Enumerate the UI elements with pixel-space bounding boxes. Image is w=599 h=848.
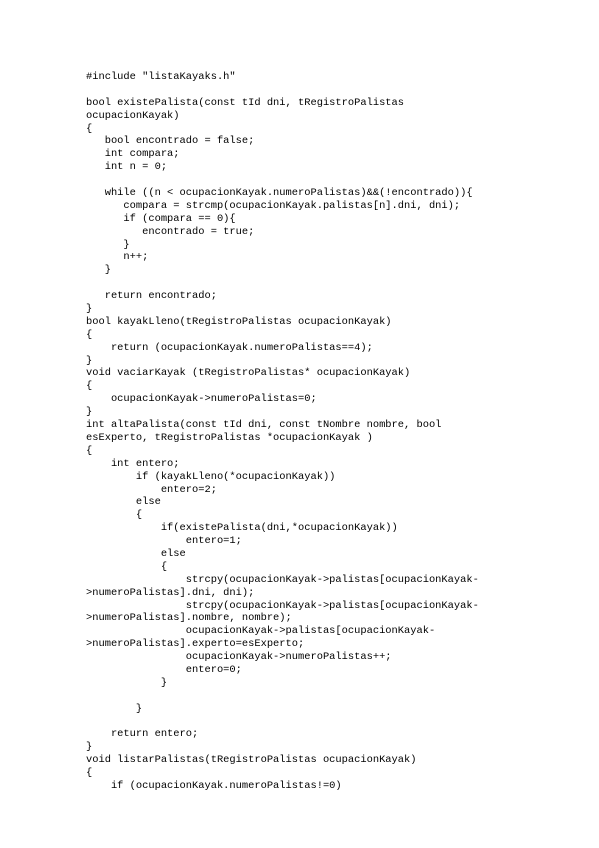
code-line: { xyxy=(86,767,93,780)
code-line: } xyxy=(86,354,93,367)
code-line: void listarPalistas(tRegistroPalistas ocupacionKayak) xyxy=(86,754,417,767)
code-line: ocupacionKayak->palistas[ocupacionKayak- xyxy=(86,625,436,638)
code-line: { xyxy=(86,444,93,457)
code-line: entero=1; xyxy=(86,535,242,548)
code-line: bool kayakLleno(tRegistroPalistas ocupacionKayak) xyxy=(86,315,392,328)
code-line: esExperto, tRegistroPalistas *ocupacionKayak ) xyxy=(86,431,373,444)
code-listing xyxy=(86,71,586,793)
code-line: ocupacionKayak) xyxy=(86,109,180,122)
code-line: { xyxy=(86,509,143,522)
code-line: entero=2; xyxy=(86,483,217,496)
code-line: return entero; xyxy=(86,728,199,741)
code-line: if(existePalista(dni,*ocupacionKayak)) xyxy=(86,522,398,535)
code-line: { xyxy=(86,380,93,393)
code-line: if (compara == 0){ xyxy=(86,212,236,225)
code-line: ocupacionKayak->numeroPalistas++; xyxy=(86,651,392,664)
code-line: } xyxy=(86,702,143,715)
code-line: encontrado = true; xyxy=(86,225,255,238)
code-line: } xyxy=(86,303,93,316)
code-line: int n = 0; xyxy=(86,161,168,174)
code-line: int altaPalista(const tId dni, const tNombre nombre, bool xyxy=(86,419,442,432)
code-line: bool existePalista(const tId dni, tRegistroPalistas xyxy=(86,96,405,109)
code-line: bool encontrado = false; xyxy=(86,135,255,148)
code-line xyxy=(86,690,586,703)
code-line: if (ocupacionKayak.numeroPalistas!=0) xyxy=(86,779,342,792)
code-line xyxy=(86,277,586,290)
code-line: else xyxy=(86,496,161,509)
code-line: >numeroPalistas].nombre, nombre); xyxy=(86,612,292,625)
code-line: { xyxy=(86,560,168,573)
code-line: int compara; xyxy=(86,148,180,161)
code-line: >numeroPalistas].experto=esExperto; xyxy=(86,638,305,651)
code-line: compara = strcmp(ocupacionKayak.palistas[n].dni, dni); xyxy=(86,199,461,212)
code-line: n++; xyxy=(86,251,149,264)
code-line: #include "listaKayaks.h" xyxy=(86,71,236,83)
code-line: while ((n < ocupacionKayak.numeroPalistas)&&(!encontrado)){ xyxy=(86,187,473,200)
code-line: >numeroPalistas].dni, dni); xyxy=(86,586,255,599)
code-line: { xyxy=(86,122,93,135)
code-line: strcpy(ocupacionKayak->palistas[ocupacionKayak- xyxy=(86,599,479,612)
code-line: entero=0; xyxy=(86,663,242,676)
code-line: } xyxy=(86,238,130,251)
code-line: return (ocupacionKayak.numeroPalistas==4); xyxy=(86,341,373,354)
code-line: void vaciarKayak (tRegistroPalistas* ocupacionKayak) xyxy=(86,367,411,380)
code-line: } xyxy=(86,676,168,689)
code-line: } xyxy=(86,741,93,754)
code-line: ocupacionKayak->numeroPalistas=0; xyxy=(86,393,317,406)
code-line xyxy=(86,84,586,97)
code-line: { xyxy=(86,328,93,341)
code-line xyxy=(86,174,586,187)
code-line: if (kayakLleno(*ocupacionKayak)) xyxy=(86,470,336,483)
code-line: strcpy(ocupacionKayak->palistas[ocupacionKayak- xyxy=(86,573,479,586)
code-line: return encontrado; xyxy=(86,290,217,303)
code-line: } xyxy=(86,264,111,277)
code-line: } xyxy=(86,406,93,419)
code-line xyxy=(86,716,586,729)
code-line: int entero; xyxy=(86,457,180,470)
code-line: else xyxy=(86,547,186,560)
